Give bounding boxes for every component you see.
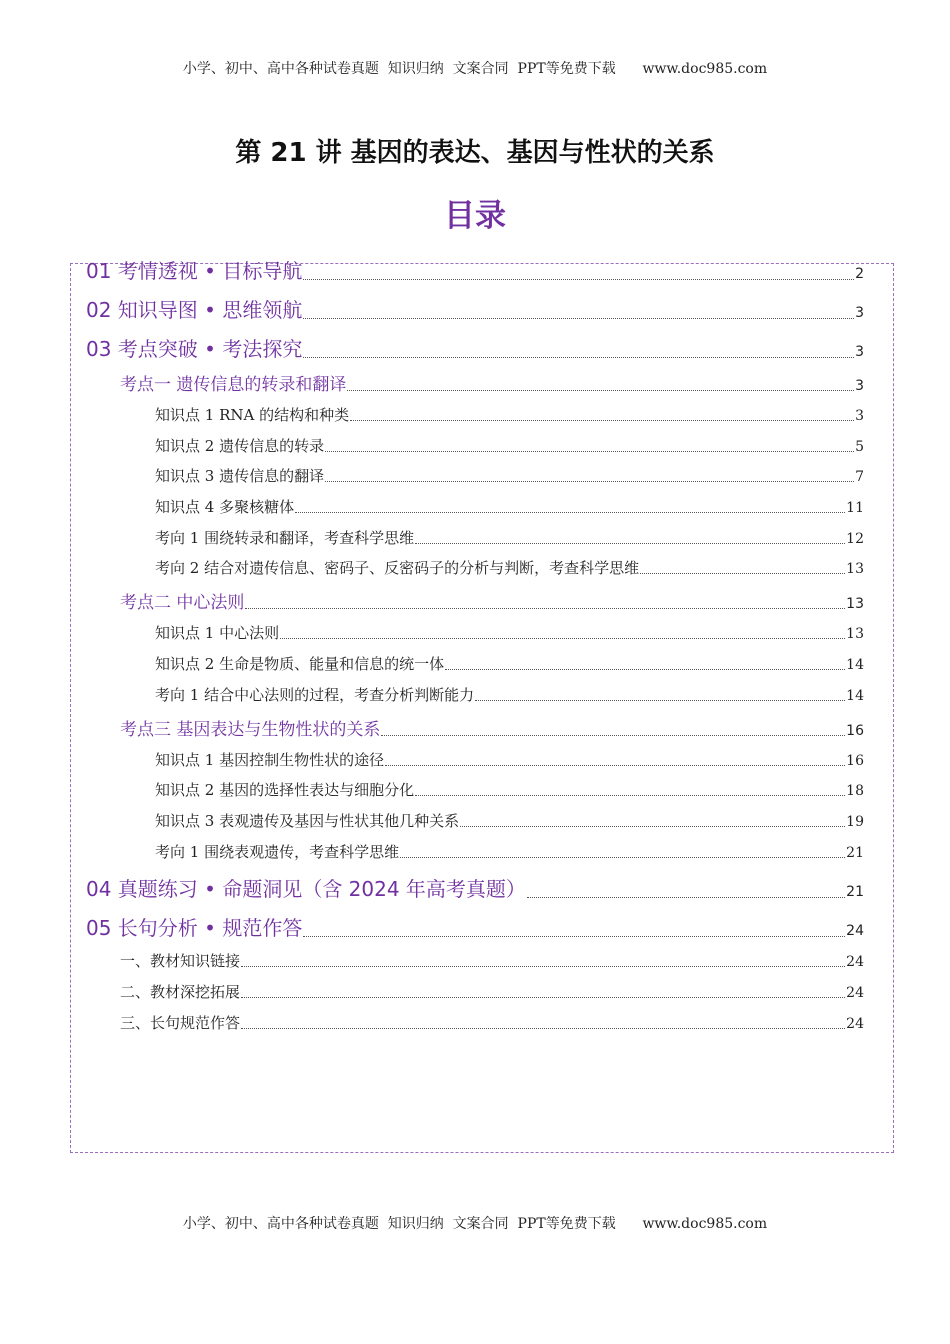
- toc-entry-04[interactable]: 04 真题练习 • 命题洞见（含 2024 年高考真题） 21: [86, 877, 864, 901]
- page-footer: 小学、初中、高中各种试卷真题 知识归纳 文案合同 PPT等免费下载 www.doc985.com: [182, 1216, 768, 1232]
- toc-heading: 目录: [444, 198, 506, 234]
- toc-entry[interactable]: 知识点 2 遗传信息的转录 5: [155, 437, 864, 455]
- toc-entry-kaodian-2[interactable]: 考点二 中心法则 13: [120, 593, 864, 613]
- toc-entry[interactable]: 知识点 3 遗传信息的翻译 7: [155, 467, 864, 485]
- toc-entry[interactable]: 知识点 1 基因控制生物性状的途径 16: [155, 751, 864, 769]
- toc-entry[interactable]: 知识点 3 表观遗传及基因与性状其他几种关系 19: [155, 812, 864, 830]
- toc-entry[interactable]: 考向 1 围绕表观遗传，考查科学思维 21: [155, 843, 864, 861]
- toc-entry[interactable]: 知识点 1 中心法则 13: [155, 624, 864, 642]
- toc-entry-01[interactable]: 01 考情透视 • 目标导航 2: [86, 259, 864, 283]
- toc-entry[interactable]: 知识点 4 多聚核糖体 11: [155, 498, 864, 516]
- toc-entry[interactable]: 知识点 1 RNA 的结构和种类 3: [155, 406, 864, 424]
- toc-entry-kaodian-1[interactable]: 考点一 遗传信息的转录和翻译 3: [120, 375, 864, 395]
- toc-entry-kaodian-3[interactable]: 考点三 基因表达与生物性状的关系 16: [120, 720, 864, 740]
- toc-entry[interactable]: 二、教材深挖拓展 24: [120, 983, 864, 1001]
- toc-entry[interactable]: 一、教材知识链接 24: [120, 952, 864, 970]
- toc-entry-03[interactable]: 03 考点突破 • 考法探究 3: [86, 337, 864, 361]
- toc-entry-05[interactable]: 05 长句分析 • 规范作答 24: [86, 916, 864, 940]
- toc-entry[interactable]: 知识点 2 生命是物质、能量和信息的统一体 14: [155, 655, 864, 673]
- toc-entry[interactable]: 考向 1 围绕转录和翻译，考查科学思维 12: [155, 529, 864, 547]
- page-header: 小学、初中、高中各种试卷真题 知识归纳 文案合同 PPT等免费下载 www.doc985.com: [182, 61, 768, 77]
- page-title: 第 21 讲 基因的表达、基因与性状的关系: [235, 138, 715, 168]
- toc-entry[interactable]: 考向 1 结合中心法则的过程，考查分析判断能力 14: [155, 686, 864, 704]
- toc-entry[interactable]: 三、长句规范作答 24: [120, 1014, 864, 1032]
- toc-entry[interactable]: 知识点 2 基因的选择性表达与细胞分化 18: [155, 781, 864, 799]
- toc-entry-02[interactable]: 02 知识导图 • 思维领航 3: [86, 298, 864, 322]
- toc-entry[interactable]: 考向 2 结合对遗传信息、密码子、反密码子的分析与判断，考查科学思维 13: [155, 559, 864, 577]
